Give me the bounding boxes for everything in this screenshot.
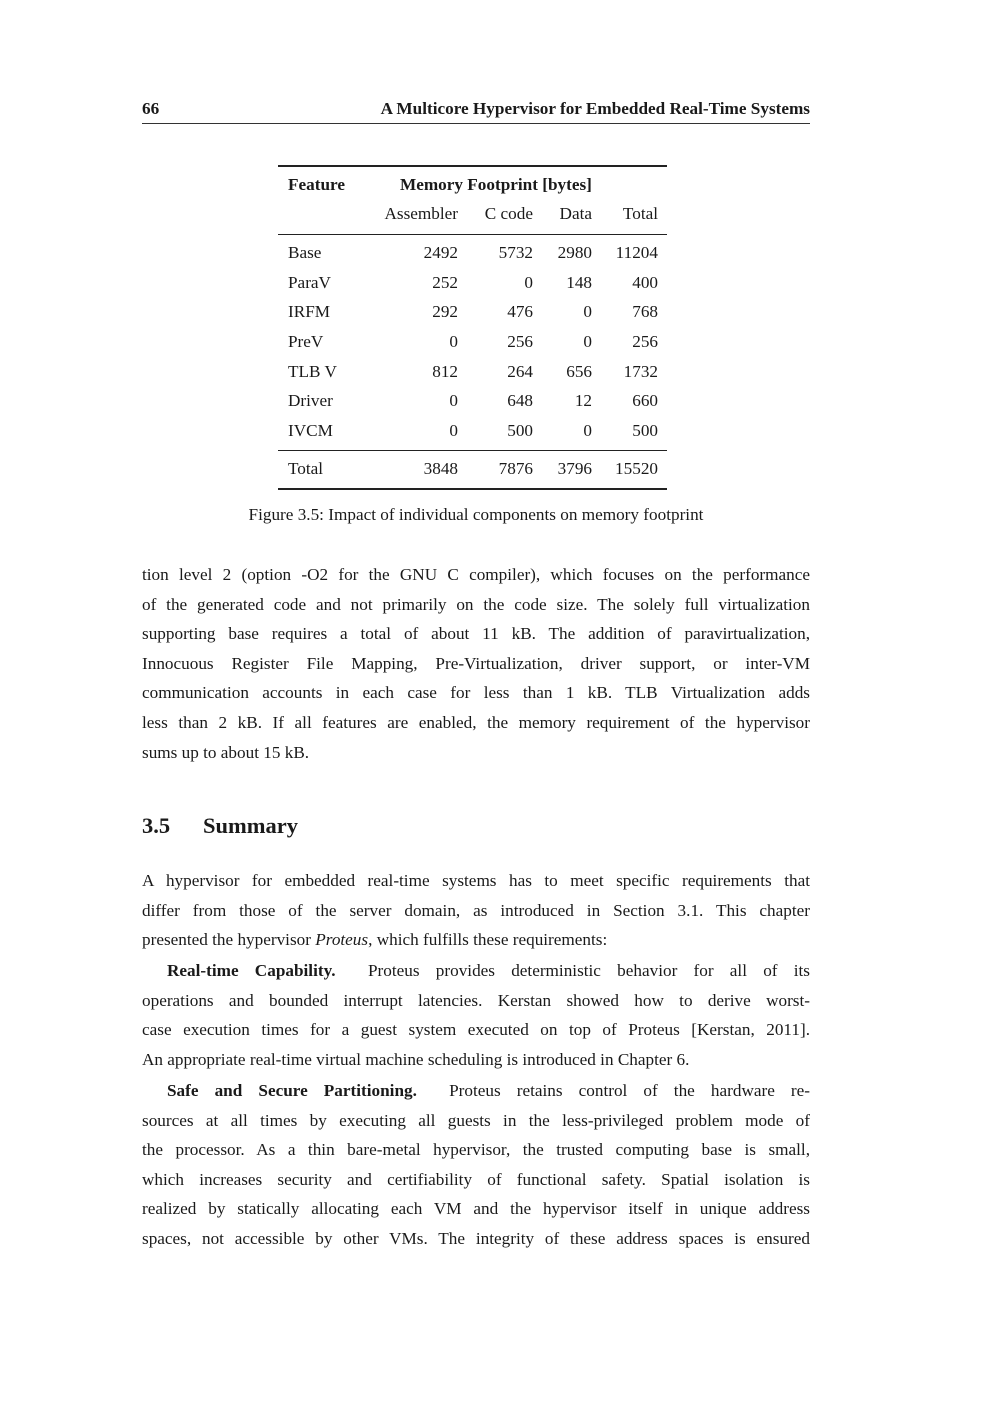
text-span: presented the hypervisor — [142, 930, 316, 950]
table-total-cell: 3796 — [557, 459, 592, 478]
table-cell: 476 — [507, 302, 533, 321]
table-cell: 252 — [432, 272, 458, 292]
table-cell: 12 — [574, 391, 592, 410]
text-line — [142, 1076, 810, 1106]
table-cell: 400 — [632, 272, 658, 292]
text-line: case execution times for a guest system executed on top of Proteus [Kerstan, 2011]. — [142, 1020, 810, 1040]
text-line — [142, 956, 810, 986]
text-span: Proteus retains control of the hardware re- — [416, 1081, 810, 1100]
table-cell: 0 — [583, 332, 592, 351]
text-line: spaces, not accessible by other VMs. The integrity of these address spaces is ensured — [142, 1228, 810, 1248]
running-header-title: A Multicore Hypervisor for Embedded Real-Time Systems — [380, 99, 810, 118]
text-span: , which fulfills these requirements: — [368, 930, 608, 950]
table-column-header: Total — [622, 204, 658, 223]
table-column-header: Data — [559, 204, 592, 223]
table-cell: 11204 — [615, 243, 658, 262]
table-row-label: Driver — [288, 391, 333, 410]
table-cell: 256 — [632, 332, 658, 351]
text-line: operations and bounded interrupt latencies. Kerstan showed how to derive worst- — [142, 990, 810, 1010]
table-cell: 0 — [524, 272, 533, 292]
table-cell: 660 — [632, 391, 658, 410]
text-line: Innocuous Register File Mapping, Pre-Virtualization, driver support, or inter-VM — [142, 653, 810, 673]
section-title: Summary — [203, 813, 298, 838]
text-line: of the generated code and not primarily on the code size. The solely full virtualization — [142, 594, 810, 614]
text-span: Proteus provides deterministic behavior for all of its — [335, 961, 810, 980]
table-total-cell: 3848 — [423, 459, 458, 478]
table-row-label: ParaV — [288, 272, 331, 292]
table-total-cell: 15520 — [615, 459, 658, 478]
emphasis: Proteus — [315, 930, 369, 950]
table-total-cell: 7876 — [498, 459, 533, 478]
table-cell: 0 — [583, 421, 592, 440]
table-row-label: IVCM — [288, 421, 333, 440]
paragraph — [142, 866, 810, 955]
text-line: supporting base requires a total of about 11 kB. The addition of paravirtualization, — [142, 624, 810, 644]
table-cell: 812 — [432, 361, 458, 381]
table-cell: 264 — [507, 361, 533, 381]
table-cell: 656 — [566, 361, 592, 381]
table-cell: 5732 — [498, 243, 533, 262]
figure-caption: Figure 3.5: Impact of individual components on memory footprint — [248, 505, 704, 524]
section-number: 3.5 — [142, 813, 171, 838]
text-line: communication accounts in each case for less than 1 kB. TLB Virtualization adds — [142, 683, 810, 703]
text-line: sums up to about 15 kB. — [142, 742, 310, 762]
table-header-feature: Feature — [288, 175, 345, 194]
text-line: A hypervisor for embedded real-time systems has to meet specific requirements that — [142, 871, 810, 890]
table-row-label: TLB V — [288, 361, 337, 381]
run-in-heading: Real-time Capability. — [167, 961, 336, 980]
table-cell: 0 — [449, 391, 458, 410]
table-cell: 1732 — [623, 361, 658, 381]
paragraph — [142, 956, 810, 1074]
run-in-heading: Safe and Secure Partitioning. — [167, 1081, 417, 1100]
table-rule — [278, 234, 667, 235]
page-number: 66 — [142, 99, 160, 118]
text-line: sources at all times by executing all guests in the less-privileged problem mode of — [142, 1110, 810, 1130]
text-line: which increases security and certifiability of functional safety. Spatial isolation is — [142, 1169, 810, 1189]
paragraph — [142, 1076, 810, 1254]
table-cell: 648 — [507, 391, 533, 410]
text-line: An appropriate real-time virtual machine scheduling is introduced in Chapter 6. — [142, 1049, 690, 1069]
text-line: the processor. As a thin bare-metal hypervisor, the trusted computing base is small, — [142, 1140, 810, 1160]
text-line: less than 2 kB. If all features are enabled, the memory requirement of the hypervisor — [142, 712, 810, 732]
table-rule — [278, 488, 667, 490]
table-cell: 0 — [449, 332, 458, 351]
table-cell: 768 — [632, 302, 658, 321]
table-header-group: Memory Footprint [bytes] — [400, 175, 592, 194]
table-cell: 148 — [566, 272, 592, 292]
table-rule — [278, 165, 667, 167]
text-line — [142, 925, 810, 955]
table-cell: 2980 — [557, 243, 592, 262]
table-column-header: C code — [484, 204, 533, 223]
header-rule — [142, 123, 810, 124]
table-cell: 256 — [507, 332, 533, 351]
table-row-label: IRFM — [288, 302, 331, 321]
table-cell: 0 — [583, 302, 592, 321]
table-row-label: PreV — [288, 332, 324, 351]
table-total-label: Total — [288, 459, 324, 478]
table-column-header: Assembler — [384, 204, 458, 223]
table-rule — [278, 450, 667, 451]
table-cell: 292 — [432, 302, 458, 321]
table-cell: 500 — [507, 421, 533, 440]
table-row-label: Base — [288, 243, 322, 262]
text-line: tion level 2 (option -O2 for the GNU C compiler), which focuses on the performance — [142, 565, 810, 584]
table-cell: 0 — [449, 421, 458, 440]
text-line: differ from those of the server domain, as introduced in Section 3.1. This chapter — [142, 900, 810, 920]
table-cell: 500 — [632, 421, 658, 440]
paragraph — [142, 560, 810, 767]
table-cell: 2492 — [423, 243, 458, 262]
text-line: realized by statically allocating each VM and the hypervisor itself in unique address — [142, 1199, 810, 1219]
